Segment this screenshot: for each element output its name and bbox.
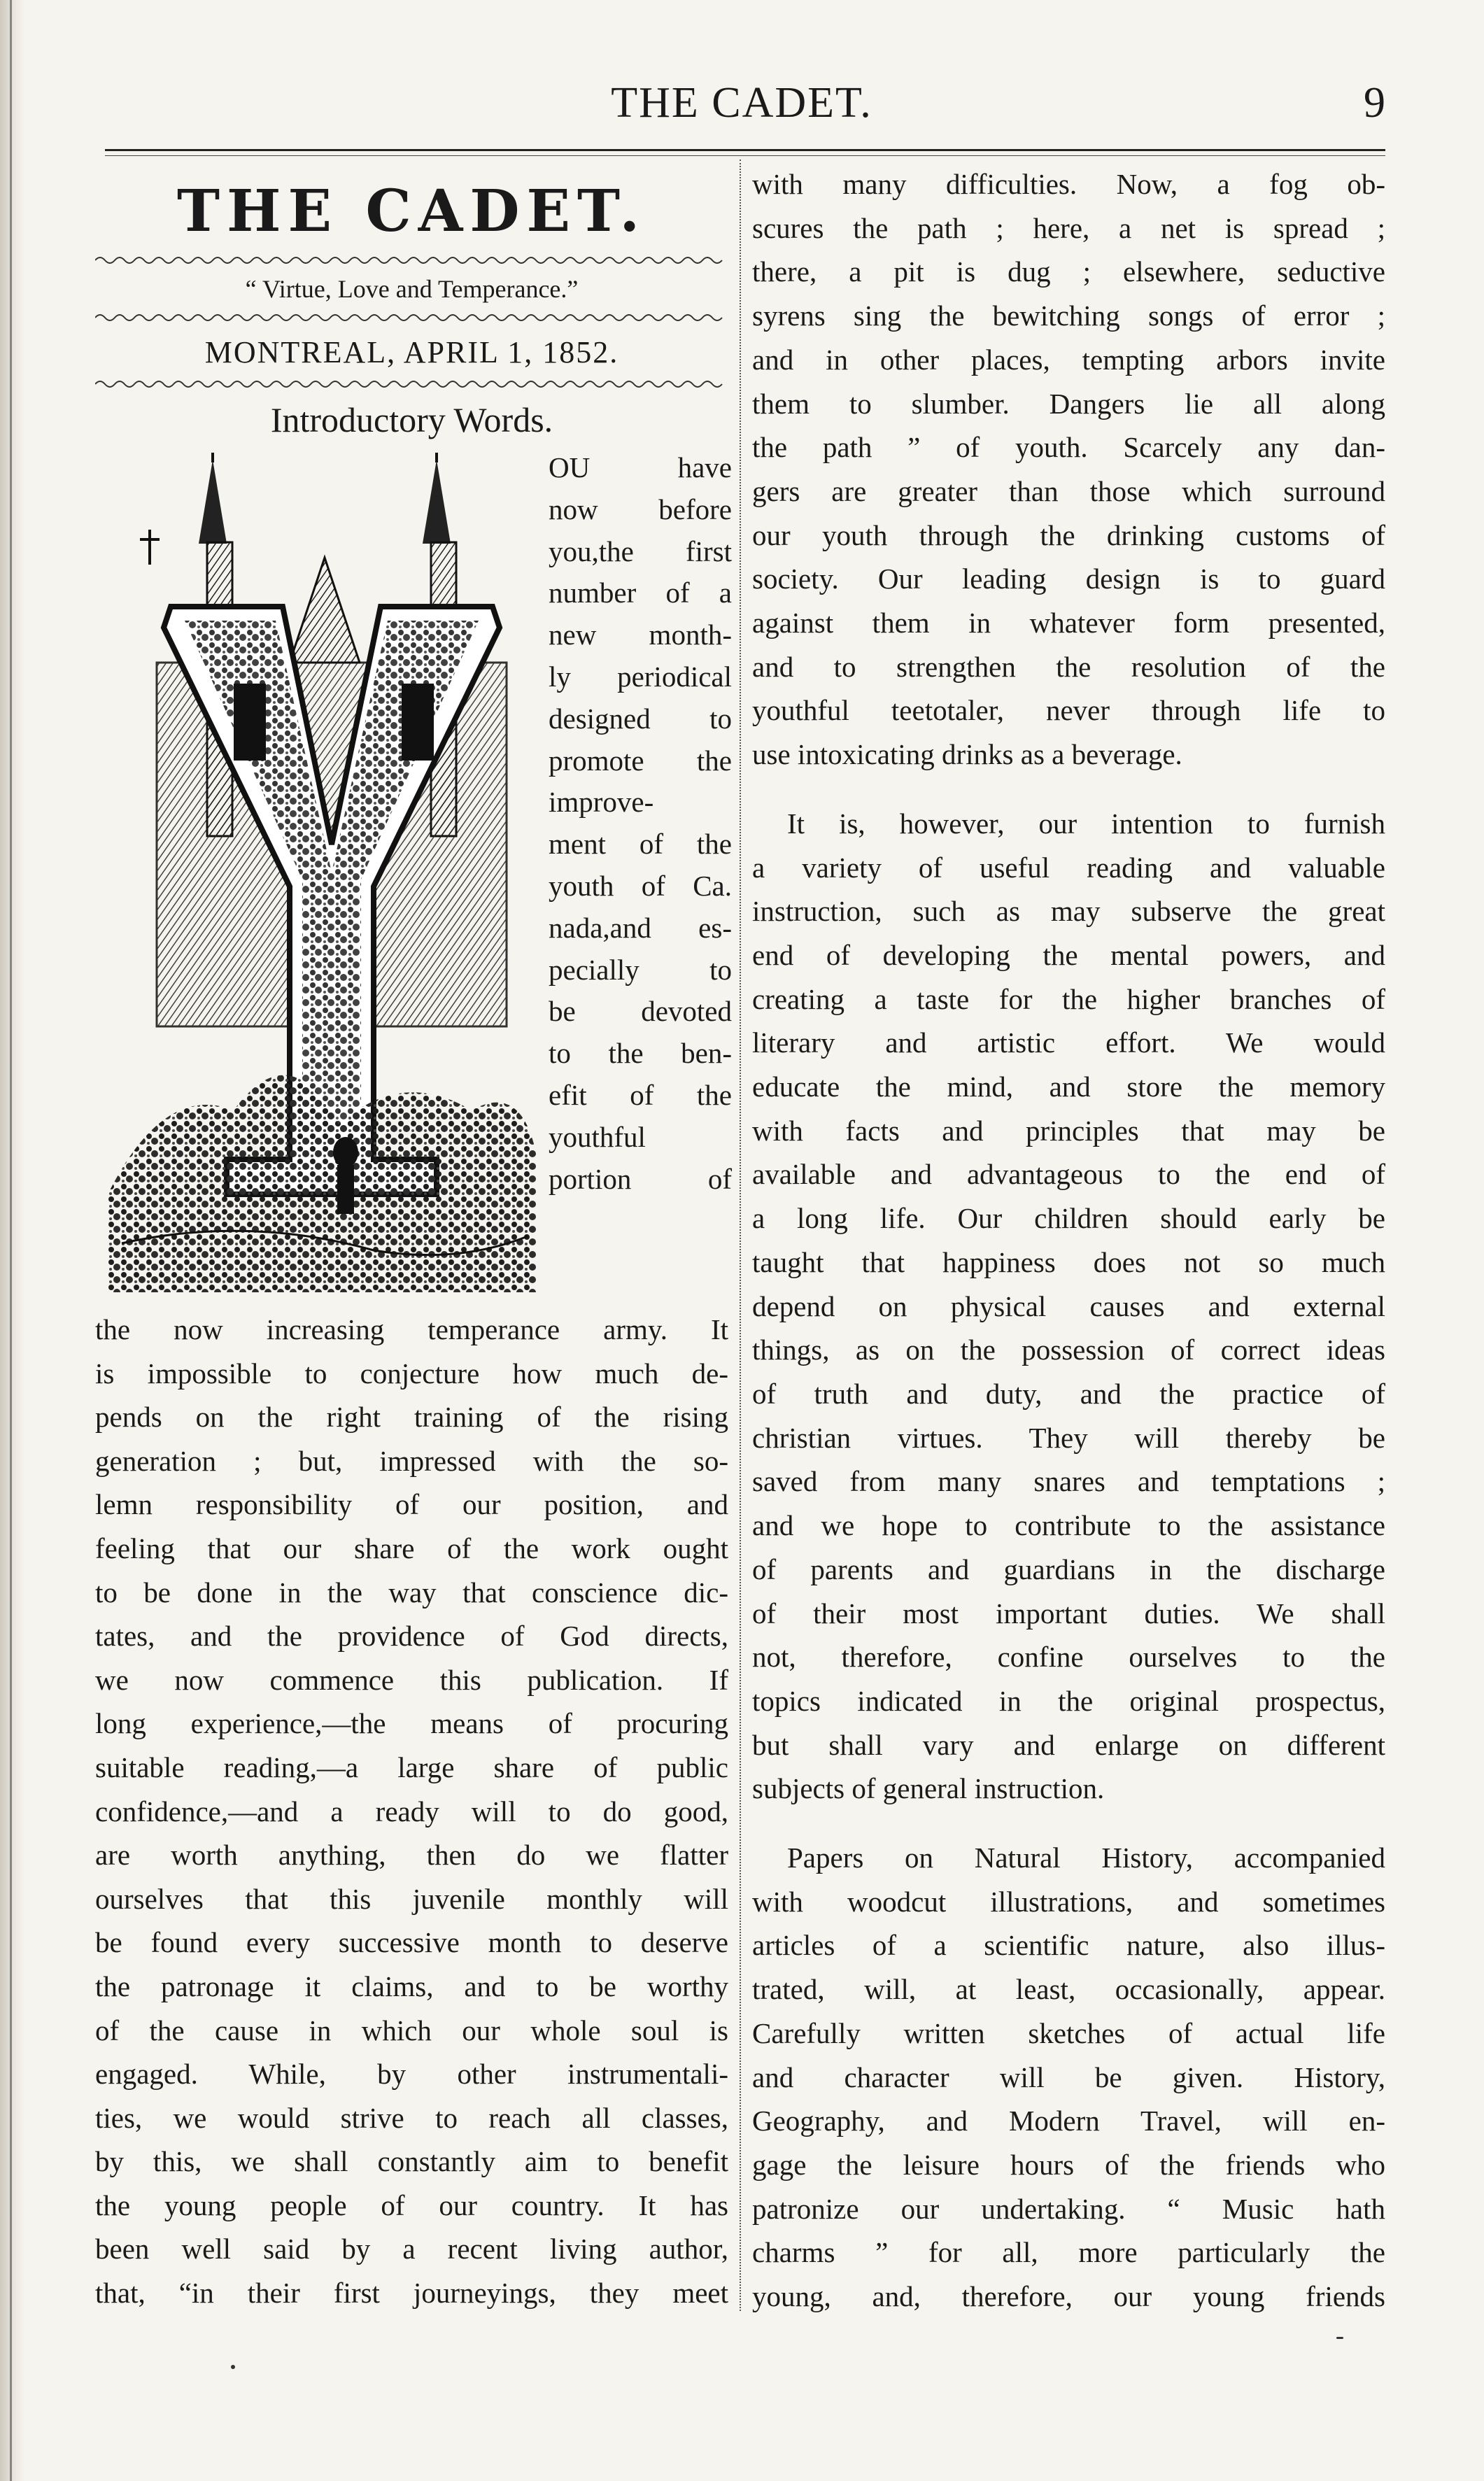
running-title: THE CADET. bbox=[611, 79, 872, 127]
text-line: creating a taste for the higher branches of bbox=[752, 982, 1385, 1015]
text-line: to the ben- bbox=[549, 1037, 732, 1070]
paragraph-2 bbox=[752, 802, 1385, 1811]
text-line: tates, and the providence of God directs, bbox=[95, 1620, 728, 1653]
text-line: a long life. Our children should early be bbox=[752, 1202, 1385, 1235]
paragraph-3 bbox=[752, 1836, 1385, 2319]
text-line: literary and artistic effort. We would bbox=[752, 1026, 1385, 1059]
masthead-title: THE CADET. bbox=[176, 178, 647, 245]
header-rule bbox=[105, 149, 1385, 151]
text-line: been well said by a recent living author, bbox=[95, 2233, 728, 2266]
text-line: lemn responsibility of our position, and bbox=[95, 1488, 728, 1521]
text-line: not, therefore, confine ourselves to the bbox=[752, 1641, 1385, 1674]
column-divider bbox=[740, 160, 741, 2311]
dropcap-block bbox=[95, 447, 732, 1308]
text-line: but shall vary and enlarge on different bbox=[752, 1728, 1385, 1761]
text-line: end of developing the mental powers, and bbox=[752, 938, 1385, 971]
text-line: and to strengthen the resolution of the bbox=[752, 650, 1385, 683]
binding-shadow-line bbox=[10, 0, 12, 2481]
text-line: Geography, and Modern Travel, will en- bbox=[752, 2105, 1385, 2137]
text-line: saved from many snares and temptations ; bbox=[752, 1465, 1385, 1498]
text-line: number of a bbox=[549, 577, 732, 609]
text-line: trated, will, at least, occasionally, appear. bbox=[752, 1973, 1385, 2006]
text-line: depend on physical causes and external bbox=[752, 1289, 1385, 1322]
text-line: christian virtues. They will thereby be bbox=[752, 1421, 1385, 1454]
header-rule-thin bbox=[105, 155, 1385, 156]
text-line: suitable reading,—a large share of public bbox=[95, 1751, 728, 1783]
text-line: improve- bbox=[549, 786, 654, 819]
text-line: pecially to bbox=[549, 953, 732, 986]
text-line: the now increasing temperance army. It bbox=[95, 1313, 728, 1345]
text-line: efit of the bbox=[549, 1078, 732, 1111]
text-line: portion of bbox=[549, 1162, 732, 1195]
text-line: a variety of useful reading and valuable bbox=[752, 851, 1385, 884]
text-line: there, a pit is dug ; elsewhere, seductive bbox=[752, 255, 1385, 288]
text-line: now before bbox=[549, 493, 732, 525]
text-line: educate the mind, and store the memory bbox=[752, 1070, 1385, 1103]
text-line: taught that happiness does not so much bbox=[752, 1245, 1385, 1278]
text-line: be found every successive month to deserve bbox=[95, 1926, 728, 1959]
text-line: of parents and guardians in the discharge bbox=[752, 1553, 1385, 1585]
text-line: with many difficulties. Now, a fog ob- bbox=[752, 168, 1385, 200]
text-line: you,the first bbox=[549, 535, 732, 567]
text-line: and in other places, tempting arbors invite bbox=[752, 343, 1385, 376]
text-line: topics indicated in the original prospectus, bbox=[752, 1684, 1385, 1717]
text-line: new month- bbox=[549, 619, 732, 651]
text-line: things, as on the possession of correct ideas bbox=[752, 1334, 1385, 1366]
paragraph-1 bbox=[752, 162, 1385, 777]
text-line: by this, we shall constantly aim to benefit bbox=[95, 2145, 728, 2178]
text-line: engaged. While, by other instrumentali- bbox=[95, 2058, 728, 2091]
wavy-rule bbox=[95, 312, 728, 323]
left-body-text bbox=[95, 1308, 728, 2315]
text-line: youthful bbox=[549, 1120, 646, 1153]
text-line: to be done in the way that conscience dic- bbox=[95, 1576, 728, 1609]
text-line: and we hope to contribute to the assistance bbox=[752, 1509, 1385, 1542]
page-binding-edge bbox=[0, 0, 25, 2481]
text-line: confidence,—and a ready will to do good, bbox=[95, 1795, 728, 1828]
text-line: youth of Ca. bbox=[549, 869, 732, 902]
text-line: and character will be given. History, bbox=[752, 2061, 1385, 2093]
text-line: of the cause in which our whole soul is bbox=[95, 2014, 728, 2047]
ink-speck bbox=[1336, 2337, 1343, 2339]
text-line: them to slumber. Dangers lie all along bbox=[752, 387, 1385, 420]
text-line: with woodcut illustrations, and sometimes bbox=[752, 1885, 1385, 1918]
text-line: we now commence this publication. If bbox=[95, 1663, 728, 1696]
text-line: that, “in their first journeyings, they meet bbox=[95, 2277, 728, 2310]
text-line: the path ” of youth. Scarcely any dan- bbox=[752, 431, 1385, 464]
wavy-rule bbox=[95, 379, 728, 390]
ink-speck bbox=[231, 2365, 235, 2369]
text-line: instruction, such as may subserve the great bbox=[752, 895, 1385, 928]
text-line: ly periodical bbox=[549, 660, 732, 693]
text-line: of their most important duties. We shall bbox=[752, 1597, 1385, 1630]
text-line: promote the bbox=[549, 744, 732, 777]
page-number: 9 bbox=[1364, 79, 1385, 127]
text-line: feeling that our share of the work ought bbox=[95, 1532, 728, 1564]
text-line: of truth and duty, and the practice of bbox=[752, 1377, 1385, 1410]
dropcap-cathedral-illustration bbox=[108, 453, 536, 1292]
text-line: be devoted bbox=[549, 995, 732, 1028]
text-line: designed to bbox=[549, 702, 732, 735]
text-line: is impossible to conjecture how much de- bbox=[95, 1357, 728, 1390]
text-line: the young people of our country. It has bbox=[95, 2189, 728, 2221]
text-line: gers are greater than those which surround bbox=[752, 474, 1385, 507]
text-line: the patronage it claims, and to be worthy bbox=[95, 1970, 728, 2002]
text-line: gage the leisure hours of the friends who bbox=[752, 2148, 1385, 2181]
masthead-motto: “ Virtue, Love and Temperance.” bbox=[245, 275, 579, 303]
text-line: nada,and es- bbox=[549, 911, 732, 944]
text-line: Papers on Natural History, accompanied bbox=[787, 1842, 1385, 1874]
running-head bbox=[98, 78, 1385, 134]
dateline: MONTREAL, APRIL 1, 1852. bbox=[204, 335, 619, 369]
text-line: use intoxicating drinks as a beverage. bbox=[752, 738, 1182, 771]
text-line: OU have bbox=[549, 451, 732, 483]
text-line: charms ” for all, more particularly the bbox=[752, 2236, 1385, 2269]
wavy-rule bbox=[95, 255, 728, 266]
text-line: pends on the right training of the rising bbox=[95, 1401, 728, 1434]
text-line: young, and, therefore, our young friends bbox=[752, 2280, 1385, 2313]
text-line: ment of the bbox=[549, 828, 732, 861]
text-line: ourselves that this juvenile monthly will bbox=[95, 1882, 728, 1915]
text-line: Carefully written sketches of actual life bbox=[752, 2016, 1385, 2049]
text-line: youthful teetotaler, never through life to bbox=[752, 694, 1385, 727]
text-line: scures the path ; here, a net is spread ; bbox=[752, 211, 1385, 244]
right-column bbox=[752, 162, 1385, 2319]
text-line: with facts and principles that may be bbox=[752, 1114, 1385, 1147]
text-line: subjects of general instruction. bbox=[752, 1772, 1105, 1805]
dropcap-wrap-lines bbox=[549, 447, 732, 1200]
text-line: syrens sing the bewitching songs of error ; bbox=[752, 299, 1385, 332]
text-line: generation ; but, impressed with the so- bbox=[95, 1444, 728, 1477]
left-column bbox=[95, 162, 732, 2315]
text-line: are worth anything, then do we flatter bbox=[95, 1839, 728, 1872]
text-line: society. Our leading design is to guard bbox=[752, 563, 1385, 595]
text-line: available and advantageous to the end of bbox=[752, 1158, 1385, 1191]
article-title: Introductory Words. bbox=[270, 400, 553, 439]
text-line: patronize our undertaking. “ Music hath bbox=[752, 2192, 1385, 2225]
text-line: articles of a scientific nature, also illus- bbox=[752, 1929, 1385, 1962]
text-line: against them in whatever form presented, bbox=[752, 607, 1385, 639]
text-line: our youth through the drinking customs of bbox=[752, 518, 1385, 551]
text-line: ties, we would strive to reach all classes, bbox=[95, 2101, 728, 2134]
text-line: long experience,—the means of procuring bbox=[95, 1707, 728, 1740]
text-line: It is, however, our intention to furnish bbox=[787, 807, 1385, 840]
